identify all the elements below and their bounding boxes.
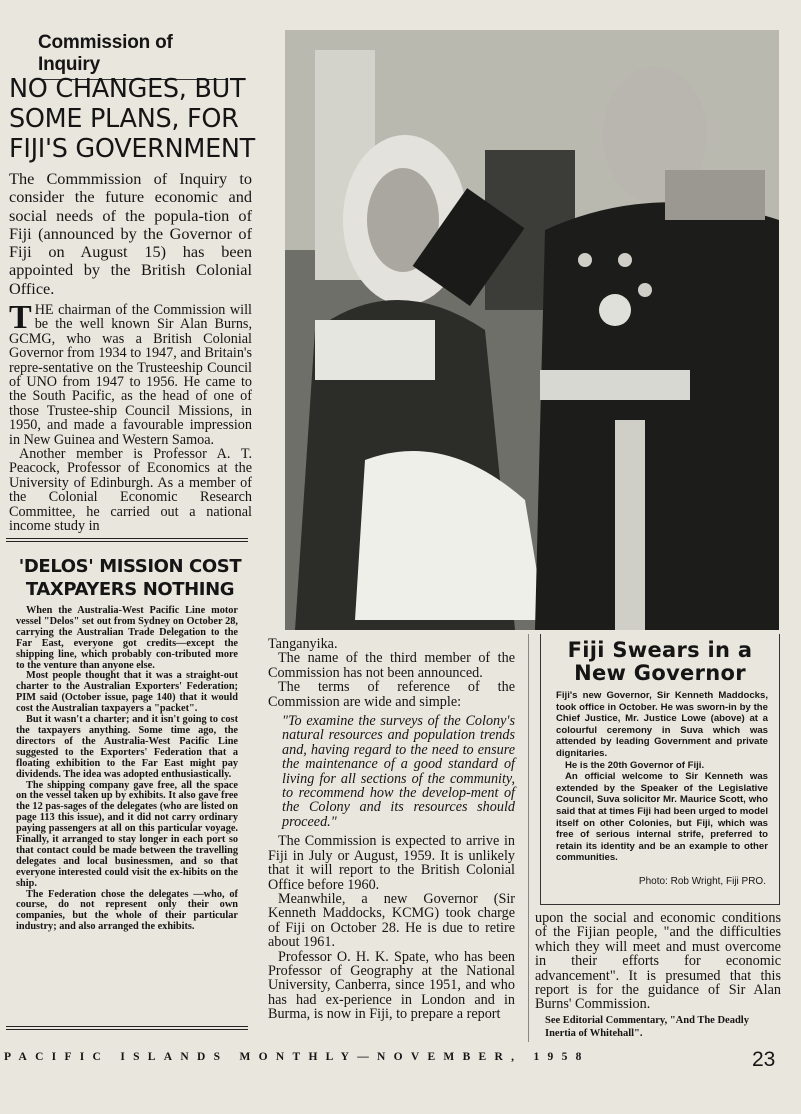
main-paragraph-3: Tanganyika.: [268, 636, 338, 652]
photo-credit: Photo: Rob Wright, Fiji PRO.: [638, 876, 766, 887]
main-paragraph-1: THE chairman of the Commission will be the well known Sir Alan Burns, GCMG, who was a British Colonial Governor from 1934 to 1947, and Britain's repre-sentative on the Trusteeship Council of UNO from 1947 to 1956. He came to the South Pacific, as the head of one of those Trustee-ship Council Missions, in 1950, and made a favourable impression in New Guinea and Western Samoa.: [9, 299, 252, 448]
intro-paragraph: The Commmission of Inquiry to consider the future economic and social needs of the popula-tion of Fiji (announced by the Governor of Fiji on August 15) has been appointed by the British Colonial Office.: [9, 169, 252, 298]
sidebar-paragraph: He is the 20th Governor of Fiji.: [565, 759, 705, 771]
section-divider: [6, 538, 248, 542]
main-article-column-1: [9, 299, 252, 535]
main-paragraph-7: Meanwhile, a new Governor (Sir Kenneth Maddocks, KCMG) took charge of Fiji on October 28. He is due to retire about 1961.: [268, 890, 515, 951]
main-paragraph-8: Professor O. H. K. Spate, who has been Professor of Geography at the National University, Canberra, since 1951, and who has had ex-perience in London and in Burma, is now in Fiji, to prepare a report: [268, 948, 515, 1023]
delos-paragraph: The Federation chose the delegates —who, of course, do not represent only their own companies, but the whole of their particular industry; and also arranged the exhibits.: [16, 888, 238, 933]
publication-footer: PACIFIC ISLANDS MONTHLY—NOVEMBER, 1958: [4, 1051, 590, 1063]
sidebar-body: [556, 690, 768, 864]
delos-paragraph: When the Australia-West Pacific Line motor vessel "Delos" set out from Sydney on October 28, carrying the Australian Trade Delegation to the Far East, everyone got credits—except the shipping line, which probably con-tributed more to the venture than anyone else.: [16, 605, 238, 671]
sidebar-paragraph: An official welcome to Sir Kenneth was extended by the Speaker of the Legislative Council, Suva solicitor Mr. Maurice Scott, who said that at times Fiji had been urged to model itself on other Colonies, but Fiji, which was free of serious internal strife, preferred to retain its identity and be an example to other communities.: [556, 771, 768, 864]
main-paragraph-6: The Commission is expected to arrive in Fiji in July or August, 1959. It is unlikely that it will report to the British Colonial Office before 1960.: [268, 833, 515, 893]
main-paragraph-4: The name of the third member of the Commission has not been announced.: [268, 650, 515, 681]
delos-article: [16, 606, 238, 933]
delos-paragraph: Most people thought that it was a straight-out charter to the Australian Exporters' Federation; PIM said (October issue, page 140) that it would cost the Australian taxpayers a "packet".: [16, 670, 238, 715]
swearing-in-photo: [285, 30, 779, 630]
sidebar-headline: Fiji Swears in a New Governor: [567, 638, 753, 685]
section-label: Commission of Inquiry: [38, 32, 228, 80]
main-paragraph-9: upon the social and economic conditions of the Fijian people, "and the difficulties which they will meet and must overcome in their efforts for economic advancement". It is presumed that this report is for the guidance of Sir Alan Burns' Commission.: [535, 910, 781, 1013]
page-number: 23: [752, 1048, 776, 1071]
terms-of-reference-quote: "To examine the surveys of the Colony's natural resources and population trends and, having regard to the need to ensure the maintenance of a good standard of living for all sections of the community, to recommend how the develop-ment of the Colony and its resources should proceed.": [282, 713, 515, 830]
see-also-note: See Editorial Commentary, "And The Deadly Inertia of Whitehall".: [545, 1015, 749, 1039]
sidebar-paragraph: Fiji's new Governor, Sir Kenneth Maddocks, took office in October. He was sworn-in by the Chief Justice, Mr. Justice Lowe (above) at a colourful ceremony in Suva which was attended by leading Government and private dignitaries.: [556, 690, 768, 759]
delos-paragraph: But it wasn't a charter; and it isn't going to cost the taxpayers anything. Some time ago, the directors of the Australia-West Pacific Line suggested to the Exporters' Federation that a floating exhibition to the Far East might pay dividends. The idea was adopted enthusiastically.: [16, 714, 238, 780]
headline: NO CHANGES, BUT SOME PLANS, FOR FIJI'S GOVERNMENT: [9, 74, 255, 164]
main-article-column-2: [268, 637, 515, 1022]
delos-bottom-rule: [6, 1026, 248, 1030]
column-divider: [528, 634, 529, 1042]
delos-paragraph: The shipping company gave free, all the space on the vessel taken up by exhibits. It also gave free the 12 pas-sages of the delegates (who are listed on page 113 this issue), and it did not carry ordinary paying passengers at all on this particular voyage. Finally, it arranged to stay longer in each port so that contact could be made between the travelling delegates and local businessmen, and so that everyone interested could visit the ex-hibits on the ship.: [16, 779, 238, 889]
drop-cap: T: [9, 299, 32, 336]
delos-headline: 'DELOS' MISSION COST TAXPAYERS NOTHING: [18, 556, 242, 600]
main-paragraph-5: The terms of reference of the Commission are wide and simple:: [268, 679, 515, 710]
main-paragraph-2: Another member is Professor A. T. Peacock, Professor of Economics at the University of Edinburgh. As a member of the Colonial Economic Research Committee, he carried out a national income study in: [9, 446, 252, 535]
